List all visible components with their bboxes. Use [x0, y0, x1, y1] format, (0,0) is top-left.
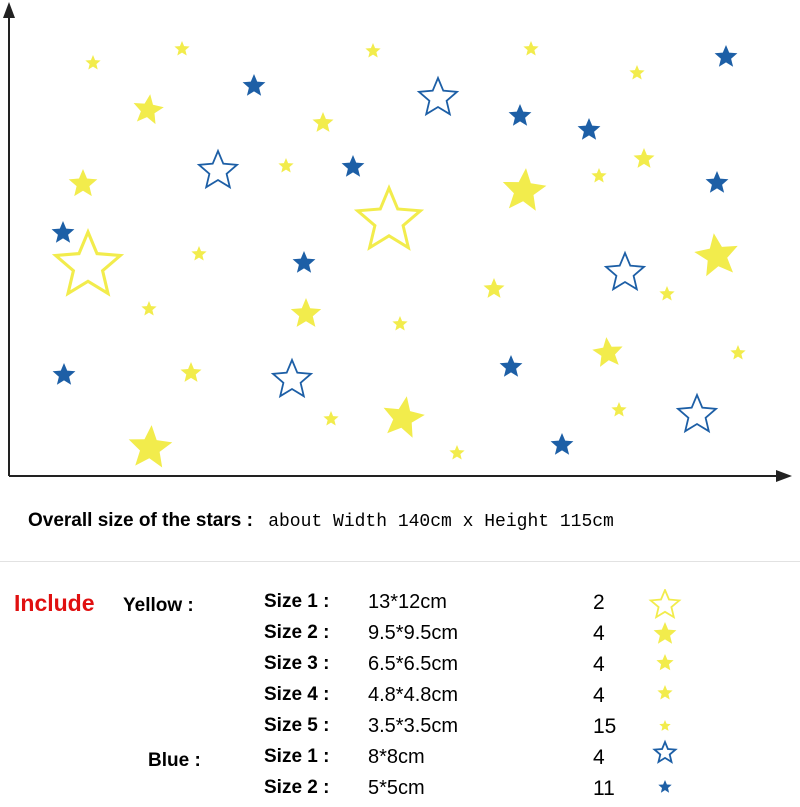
yellow-star-icon: [611, 402, 626, 417]
blue-star-icon: [715, 45, 738, 67]
yellow-outline-star-icon: [358, 188, 421, 248]
overall-size-line: [28, 510, 614, 532]
yellow-star-icon: [523, 41, 538, 56]
yellow-star-icon: [141, 301, 156, 316]
blue-star-icon: [706, 171, 729, 193]
yellow-star-icon: [659, 286, 674, 301]
blue-star-icon: [53, 363, 76, 385]
yellow-star-icon: [648, 618, 682, 648]
blue-outline-star-icon: [273, 360, 311, 396]
yellow-star-icon: [659, 720, 670, 731]
size-label: Size 2 :: [264, 622, 330, 643]
blue-group-label: Blue :: [148, 750, 201, 771]
yellow-star-icon: [694, 233, 737, 276]
size-label: Size 5 :: [264, 715, 330, 736]
yellow-star-icon: [629, 65, 644, 80]
blue-outline-star-icon: [199, 151, 237, 187]
yellow-star-icon: [134, 94, 164, 124]
size-quantity: 2: [593, 591, 605, 614]
yellow-star-icon: [449, 445, 464, 460]
size-dimension: 6.5*6.5cm: [368, 653, 459, 675]
size-quantity: 11: [593, 777, 615, 800]
yellow-star-icon: [656, 654, 673, 670]
yellow-outline-star-icon: [651, 590, 680, 617]
size-label: Size 4 :: [264, 684, 330, 705]
size-quantity: 4: [593, 622, 605, 645]
blue-star-icon: [500, 355, 523, 377]
yellow-star-icon: [484, 278, 505, 298]
yellow-star-icon: [657, 685, 672, 700]
blue-star-icon: [551, 433, 574, 455]
size-dimension: 3.5*3.5cm: [368, 715, 459, 737]
blue-outline-star-icon: [678, 395, 716, 431]
yellow-star-icon: [730, 345, 745, 360]
blue-outline-star-icon: [419, 78, 457, 114]
yellow-star-icon: [85, 55, 100, 70]
size-dimension: 9.5*9.5cm: [368, 622, 459, 644]
blue-star-icon: [52, 221, 75, 243]
overall-size-label: Overall size of the stars :: [28, 510, 253, 531]
yellow-star-icon: [634, 148, 655, 168]
yellow-star-icon: [503, 168, 547, 211]
yellow-star-icon: [291, 298, 321, 327]
blue-star-icon: [293, 251, 316, 273]
yellow-star-icon: [392, 316, 407, 331]
blue-star-icon: [648, 771, 682, 801]
size-quantity: 4: [593, 746, 605, 769]
yellow-star-icon: [278, 158, 293, 173]
blue-outline-star-icon: [648, 737, 682, 767]
blue-outline-star-icon: [606, 253, 644, 289]
size-quantity: 4: [593, 653, 605, 676]
blue-star-icon: [658, 780, 671, 793]
include-label: Include: [14, 590, 95, 616]
yellow-star-icon: [591, 168, 606, 183]
yellow-star-icon: [648, 710, 682, 740]
divider: [0, 561, 800, 562]
yellow-star-icon: [384, 396, 425, 438]
yellow-group-label: Yellow :: [123, 595, 194, 616]
size-label: Size 1 :: [264, 746, 330, 767]
yellow-star-icon: [365, 43, 380, 58]
yellow-star-icon: [654, 622, 677, 644]
blue-star-icon: [243, 74, 266, 96]
size-dimension: 13*12cm: [368, 591, 447, 613]
yellow-star-icon: [648, 647, 682, 677]
size-row: [0, 777, 800, 807]
yellow-outline-star-icon: [648, 589, 682, 619]
yellow-star-icon: [181, 362, 202, 382]
size-row: [0, 591, 800, 621]
yellow-star-icon: [191, 246, 206, 261]
yellow-star-icon: [174, 41, 189, 56]
size-quantity: 4: [593, 684, 605, 707]
yellow-star-icon: [313, 112, 334, 132]
size-label: Size 1 :: [264, 591, 330, 612]
yellow-star-icon: [648, 677, 682, 707]
overall-size-value: about Width 140cm x Height 115cm: [268, 512, 614, 532]
star-field: [52, 41, 746, 468]
yellow-star-icon: [323, 411, 338, 426]
yellow-star-icon: [129, 425, 173, 467]
yellow-outline-star-icon: [56, 232, 121, 294]
size-dimension: 8*8cm: [368, 746, 425, 768]
yellow-star-icon: [592, 337, 622, 367]
size-quantity: 15: [593, 715, 617, 738]
blue-star-icon: [509, 104, 532, 126]
blue-star-icon: [342, 155, 365, 177]
size-label: Size 3 :: [264, 653, 330, 674]
yellow-star-icon: [69, 169, 98, 196]
blue-star-icon: [578, 118, 601, 140]
size-label: Size 2 :: [264, 777, 330, 798]
size-dimension: 4.8*4.8cm: [368, 684, 459, 706]
size-dimension: 5*5cm: [368, 777, 425, 799]
blue-outline-star-icon: [655, 742, 676, 762]
